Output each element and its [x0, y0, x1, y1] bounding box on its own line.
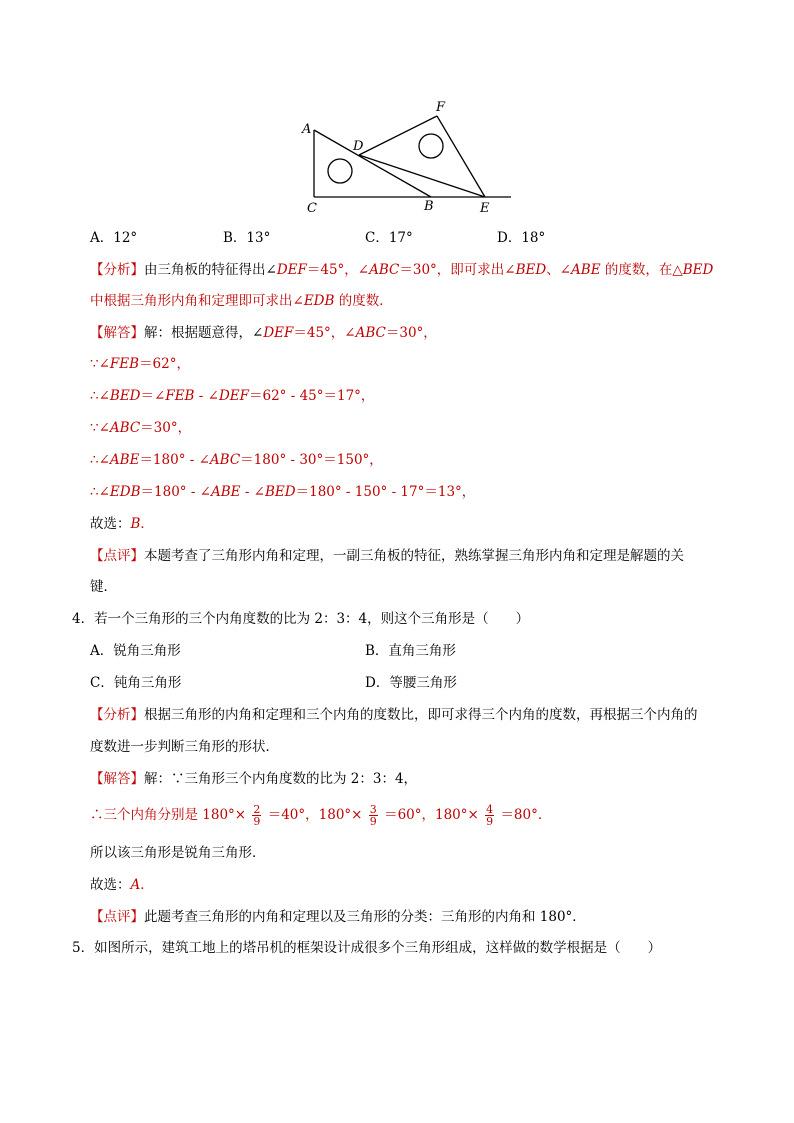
- q3-step-2: [90, 386, 374, 406]
- q3-answer-line-1: [90, 323, 437, 343]
- figure-label-b: B: [424, 199, 434, 214]
- denominator: 9: [369, 815, 377, 828]
- text: ．: [140, 877, 154, 893]
- text: ∴∠: [90, 484, 110, 500]
- text: 的度数，在△: [600, 262, 683, 278]
- answer-tag: 【解答】: [90, 771, 144, 787]
- text: - ∠: [240, 484, 265, 500]
- var: ABE: [571, 262, 601, 278]
- fraction: [485, 804, 494, 827]
- figure-label-c: C: [307, 201, 317, 216]
- var: ABE: [211, 484, 241, 500]
- text: 、∠: [546, 262, 572, 278]
- var: DEF: [218, 388, 249, 404]
- q3-option-d: D．18°: [497, 230, 546, 246]
- text: ＝45°，∠: [306, 262, 370, 278]
- var: B: [130, 516, 141, 532]
- text: 故选：: [90, 516, 131, 532]
- var: ABE: [109, 452, 140, 468]
- q4-analysis-line-1: [90, 705, 698, 725]
- q3-comment-line-2: 键．: [90, 579, 117, 595]
- var: DEF: [276, 262, 307, 278]
- text: ∴∠: [90, 388, 110, 404]
- text: ．: [140, 516, 154, 532]
- text: ＝60°，180°×: [384, 807, 479, 823]
- text: 此题考查三角形的内角和定理以及三角形的分类：三角形的内角和 180°．: [144, 909, 586, 925]
- text: 中根据三角形内角和定理即可求出∠: [90, 293, 304, 309]
- figure-label-d: D: [353, 139, 364, 154]
- var: ABC: [355, 325, 386, 341]
- text: 根据三角形的内角和定理和三个内角的度数比，即可求得三个内角的度数，再根据三个内角的: [144, 707, 698, 723]
- var: ABC: [369, 262, 400, 278]
- denominator: 9: [253, 815, 261, 828]
- text: ＝45°，∠: [293, 325, 356, 341]
- analysis-tag: 【分析】: [90, 707, 144, 723]
- q3-analysis-line-2: [90, 291, 393, 311]
- text: ＝180° - 30°＝150°，: [240, 452, 383, 468]
- var: FEB: [109, 356, 140, 372]
- text: 解：∵三角形三个内角度数的比为 2：3：4，: [144, 771, 418, 787]
- text: 由三角板的特征得出∠: [144, 262, 277, 278]
- q3-option-c: C．17°: [365, 230, 413, 246]
- figure-label-a: A: [302, 122, 312, 137]
- var: EDB: [109, 484, 141, 500]
- var: DEF: [263, 325, 294, 341]
- var: FEB: [165, 388, 195, 404]
- q3-choice: [90, 514, 154, 534]
- q3-analysis-line-1: [90, 260, 713, 280]
- text: ＝80°．: [500, 807, 552, 823]
- q3-step-5: [90, 482, 475, 502]
- var: ABC: [209, 452, 241, 468]
- var: BED: [265, 484, 296, 500]
- q4-option-d: D．等腰三角形: [365, 675, 457, 691]
- comment-tag: 【点评】: [90, 909, 144, 925]
- q4-option-a: A．锐角三角形: [90, 643, 181, 659]
- comment-tag: 【点评】: [90, 548, 144, 564]
- text: ＝180° - ∠: [140, 484, 211, 500]
- q4-comment: [90, 907, 586, 927]
- q4-option-c: C．钝角三角形: [90, 675, 182, 691]
- figure-label-e: E: [480, 201, 490, 216]
- var: BED: [682, 262, 714, 278]
- q4-analysis-line-2: 度数进一步判断三角形的形状．: [90, 739, 279, 755]
- text: ∴∠: [90, 452, 110, 468]
- denominator: 9: [486, 815, 494, 828]
- var: ABC: [109, 420, 141, 436]
- numerator: 3: [369, 803, 377, 816]
- figure-label-f: F: [436, 100, 446, 115]
- q4-choice: [90, 875, 154, 895]
- text: 解：根据题意得，∠: [144, 325, 264, 341]
- fraction: [252, 804, 261, 827]
- var: BED: [515, 262, 547, 278]
- text: ＝40°，180°×: [267, 807, 363, 823]
- text: ＝180° - 150° - 17°＝13°，: [295, 484, 476, 500]
- text: 故选：: [90, 877, 131, 893]
- text: ＝30°，: [140, 420, 192, 436]
- q5-stem: 5．如图所示，建筑工地上的塔吊机的框架设计成很多个三角形组成，这样做的数学根据是（ ）: [72, 940, 662, 956]
- q3-comment-line-1: [90, 546, 684, 566]
- text: - ∠: [194, 388, 219, 404]
- q4-calc: [90, 800, 551, 830]
- text: ＝30°，即可求出∠: [399, 262, 516, 278]
- numerator: 4: [486, 803, 494, 816]
- q4-conclusion: 所以该三角形是锐角三角形．: [90, 845, 266, 861]
- var: EDB: [303, 293, 335, 309]
- text: ∴三个内角分别是 180°×: [90, 807, 247, 823]
- q4-stem: 4．若一个三角形的三个内角度数的比为 2：3：4，则这个三角形是（ ）: [72, 611, 530, 627]
- var: A: [130, 877, 141, 893]
- q4-answer-line-1: [90, 769, 417, 789]
- text: ＝∠: [140, 388, 166, 404]
- fraction: [369, 804, 378, 827]
- text: ＝30°，: [385, 325, 437, 341]
- q3-option-b: B．13°: [223, 230, 271, 246]
- text: ＝180° - ∠: [139, 452, 210, 468]
- q3-option-a: A．12°: [90, 230, 138, 246]
- triangle-rulers-figure: [295, 95, 525, 220]
- q3-step-3: [90, 418, 191, 438]
- numerator: 2: [253, 803, 261, 816]
- text: ＝62° - 45°＝17°，: [249, 388, 375, 404]
- text: 本题考查了三角形内角和定理，一副三角板的特征，熟练掌握三角形内角和定理是解题的关: [144, 548, 684, 564]
- text: ∵∠: [90, 356, 110, 372]
- answer-tag: 【解答】: [90, 325, 144, 341]
- analysis-tag: 【分析】: [90, 262, 144, 278]
- text: ∵∠: [90, 420, 110, 436]
- q4-option-b: B．直角三角形: [365, 643, 456, 659]
- text: 的度数．: [334, 293, 393, 309]
- var: BED: [109, 388, 141, 404]
- q3-step-4: [90, 450, 383, 470]
- q3-step-1: [90, 354, 190, 374]
- text: ＝62°，: [139, 356, 190, 372]
